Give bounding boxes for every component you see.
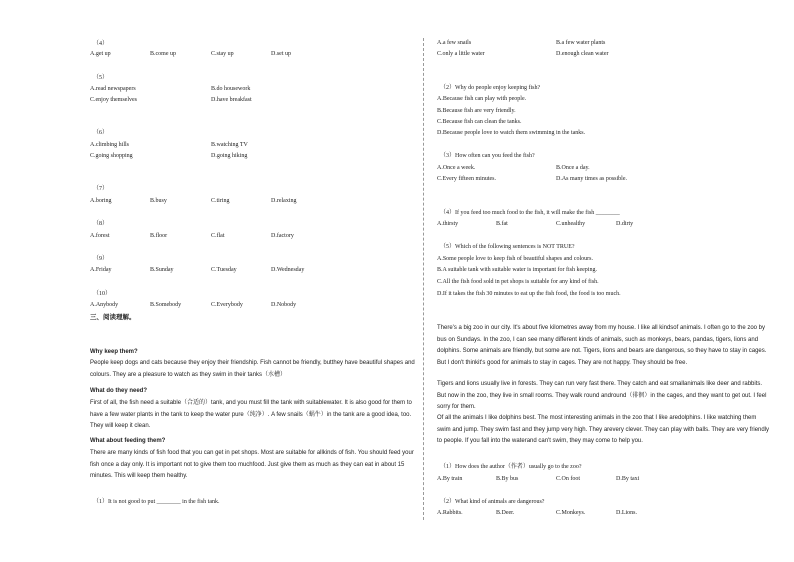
option-a: A.Some people love to keep fish of beautiful shapes and colours.	[437, 256, 593, 262]
option-d: D.Nobody	[271, 302, 297, 308]
option-a: A.forest	[90, 233, 110, 239]
option-c: C.On foot	[556, 476, 580, 482]
option-d: D.enough clean water	[556, 51, 609, 57]
question-number: （6）	[93, 130, 109, 136]
option-a: A.Once a week.	[437, 165, 476, 171]
option-b: B.By bus	[496, 476, 519, 482]
question-number: （7）	[93, 186, 109, 192]
question-stem: （4）If you feed too much food to the fish, it will make the fish ________	[440, 210, 620, 216]
option-a: A.read newspapers	[90, 86, 136, 92]
option-a: A.get up	[90, 51, 111, 57]
option-b: B.Deer.	[496, 510, 515, 516]
option-a: A.a few snails	[437, 40, 472, 46]
passage-heading: What about feeding them?	[90, 438, 166, 444]
option-b: B.do housework	[211, 86, 251, 92]
question-number: （8）	[93, 221, 109, 227]
option-d: D.dirty	[616, 221, 634, 227]
question-stem: （3）How often can you feed the fish?	[440, 153, 535, 159]
option-d: D.going hiking	[211, 153, 248, 159]
option-b: B.come up	[150, 51, 176, 57]
passage-paragraph: There's a big zoo in our city. It's about five kilometres away from my house. I like all kindsof animals. I often go to the zoo by bus on Sundays. In the zoo, I can see many different kinds of animals, such as monkeys, bears, pandas, tigers, lions and dolphins. Some animals are friendly, but some are not. Tigers, lions and bears are dangerous, so they have to stay in cages. But I don't thinkit's good for animals to stay in cages. They are not happy. They should be free.	[437, 325, 767, 366]
option-d: D.have breakfast	[211, 97, 252, 103]
option-b: B.busy	[150, 198, 167, 204]
passage-heading: What do they need?	[90, 388, 147, 394]
passage-paragraph: People keep dogs and cats because they enjoy their friendship. Fish cannot be friendly, butthey have beautiful shapes and colours. They are a pleasure to watch as they swim in their tanks（水槽）	[90, 360, 415, 378]
option-c: C.Everybody	[211, 302, 243, 308]
question-number: （5）	[93, 75, 109, 81]
option-c: C.unhealthy	[556, 221, 586, 227]
option-a: A.boring	[90, 198, 112, 204]
option-c: C.Monkeys.	[556, 510, 586, 516]
question-number: （10）	[93, 291, 112, 297]
option-b: B.Because fish are very friendly.	[437, 108, 516, 114]
passage-paragraph: Tigers and lions usually live in forests. They can run very fast there. They catch and eat smallanimals like deer and rabbits. But now in the zoo, they live in small rooms. They walk round andround（徘徊）in the cages, and they want to get out. I feel sorry for them.	[437, 381, 767, 410]
passage-paragraph: First of all, the fish need a suitable（合适的）tank, and you must fill the tank with suitablewater. It is also good for them to have a few water plants in the tank to keep the water pure（纯净）. A few snails（蜗牛）in the tank are a good idea, too. They will keep it clean.	[90, 400, 412, 429]
option-d: D.relaxing	[271, 198, 297, 204]
question-stem: （2）Why do people enjoy keeping fish?	[440, 85, 541, 91]
option-c: C.Tuesday	[211, 267, 237, 273]
option-b: B.fat	[496, 221, 508, 227]
option-b: B.Somebody	[150, 302, 182, 308]
question-stem: （1）How does the author（作者）usually go to the zoo?	[440, 464, 582, 470]
question-stem: （1）It is not good to put ________ in the fish tank.	[93, 499, 220, 505]
option-d: D.Lions.	[616, 510, 637, 516]
option-c: C.tiring	[211, 198, 230, 204]
question-stem: （2）What kind of animals are dangerous?	[440, 499, 545, 505]
option-a: A.thirsty	[437, 221, 459, 227]
option-a: A.Friday	[90, 267, 112, 273]
option-b: B.watching TV	[211, 142, 248, 148]
option-a: A.Anybody	[90, 302, 119, 308]
passage-paragraph: Of all the animals I like dolphins best. The most interesting animals in the zoo that I like aredolphins. I like watching them swim and jump. They swim fast and they jump very high. They arevery clever. They can play with balls. They are very friendly to people. If you fall into the waterand can't swim, they may come to help you.	[437, 415, 770, 444]
option-d: D.By taxi	[616, 476, 640, 482]
option-c: C.All the fish food sold in pet shops is suitable for any kind of fish.	[437, 279, 599, 285]
question-number: （9）	[93, 256, 109, 262]
option-d: D.factory	[271, 233, 294, 239]
option-c: C.stay up	[211, 51, 234, 57]
option-b: B.Once a day.	[556, 165, 590, 171]
option-d: D.Because people love to watch them swimming in the tanks.	[437, 130, 586, 136]
option-b: B.floor	[150, 233, 168, 239]
passage-paragraph: There are many kinds of fish food that you can get in pet shops. Most are suitable for allkinds of fish. You should feed your fish once a day only. It is important not to give them too muchfood. Just give them as much as they can eat in about 15 minutes. This will keep them healthy.	[90, 450, 414, 479]
option-c: C.enjoy themselves	[90, 97, 137, 103]
option-b: B.A suitable tank with suitable water is important for fish keeping.	[437, 267, 597, 273]
passage-heading: Why keep them?	[90, 349, 138, 355]
option-d: D.Wednesday	[271, 267, 305, 273]
option-a: A.By train	[437, 476, 463, 482]
section-title: 三、阅读理解。	[90, 313, 136, 321]
option-c: C.Because fish can clean the tanks.	[437, 119, 522, 125]
option-c: C.only a little water	[437, 51, 485, 57]
column-divider	[423, 38, 424, 520]
option-b: B.a few water plants	[556, 40, 606, 46]
option-b: B.Sunday	[150, 267, 174, 273]
option-d: D.set up	[271, 51, 291, 57]
question-number: （4）	[93, 41, 109, 47]
option-a: A.climbing hills	[90, 142, 129, 148]
option-c: C.flat	[211, 233, 225, 239]
option-c: C.Every fifteen minutes.	[437, 176, 496, 182]
option-a: A.Because fish can play with people.	[437, 96, 527, 102]
option-c: C.going shopping	[90, 153, 133, 159]
question-stem: （5）Which of the following sentences is NOT TRUE?	[440, 244, 575, 250]
option-d: D.If it takes the fish 30 minutes to eat up the fish food, the food is too much.	[437, 291, 621, 297]
option-d: D.As many times as possible.	[556, 176, 627, 182]
option-a: A.Rabbits.	[437, 510, 463, 516]
